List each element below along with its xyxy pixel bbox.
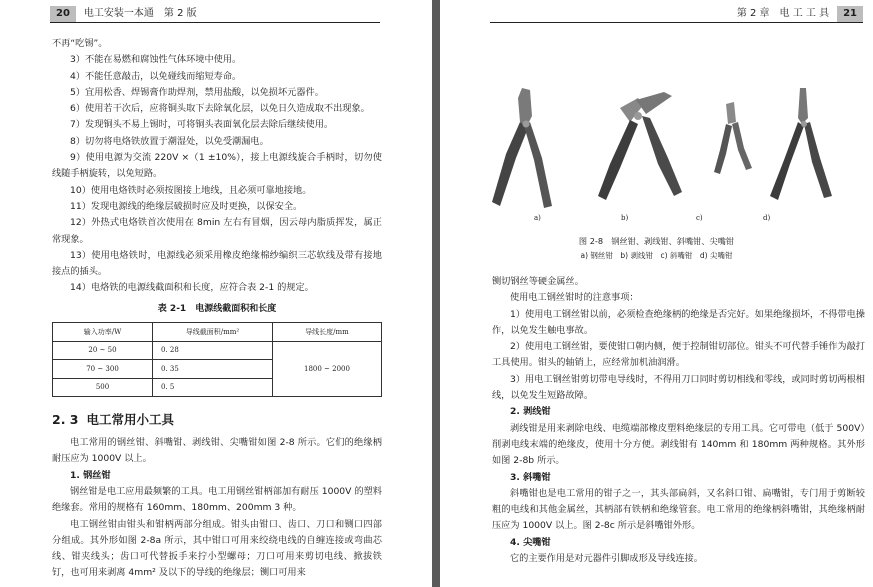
paragraph: 电工常用的钢丝钳、斜嘴钳、剥线钳、尖嘴钳如图 2-8 所示。它们的绝缘柄耐压应为 1000V 以上。 xyxy=(52,437,382,465)
pliers-figure xyxy=(460,88,850,228)
table-cell: 20 ~ 50 xyxy=(53,341,153,360)
table-cell: 0. 28 xyxy=(153,341,273,360)
subsection-title: 3. 斜嘴钳 xyxy=(510,471,551,483)
paragraph: 2）使用电工钢丝钳，要使钳口朝内侧，便于控制钳切部位。钳头不可代替手锤作为敲打工具使用。钳头的轴销上，应经常加机油润滑。 xyxy=(492,341,865,369)
paragraph: 10）使用电烙铁时必须按图接上地线，且必须可靠地接地。 xyxy=(70,184,312,196)
paragraph: 3）用电工钢丝钳剪切带电导线时，不得用刀口同时剪切相线和零线，或同时剪切两根相线，以免发生短路故障。 xyxy=(492,373,865,402)
paragraph: 5）宜用松香、焊锡膏作助焊剂，禁用盐酸，以免损坏元器件。 xyxy=(70,86,324,98)
table-header-power: 输入功率/W xyxy=(53,323,153,342)
table-cell: 0. 35 xyxy=(153,360,273,379)
paragraph: 12）外热式电烙铁首次使用在 8min 左右有冒烟，因云母内脂质挥发，属正常现象。 xyxy=(52,217,382,245)
right-header-title: 第 2 章 电 工 工 具 xyxy=(736,8,830,19)
paragraph: 剥线钳是用来剥除电线、电缆端部橡皮塑料绝缘层的专用工具。它可带电（低于 500V）削剥电线末端的绝缘皮，使用十分方便。剥线钳有 140mm 和 180mm 两种规格。其外形如图 2-8b 所示。 xyxy=(492,422,865,467)
paragraph: 8）切勿将电烙铁放置于潮湿处，以免受潮漏电。 xyxy=(70,135,269,147)
paragraph: 14）电烙铁的电源线截面积和长度，应符合表 2-1 的规定。 xyxy=(70,282,314,294)
combination-pliers-image xyxy=(492,88,552,208)
paragraph: 4）不能任意敲击，以免碰线而缩短寿命。 xyxy=(70,70,242,82)
right-page xyxy=(440,0,873,587)
wire-stripper-image xyxy=(598,92,682,200)
paragraph: 7）发现铜头不易上锡时，可将铜头表面氧化层去除后继续使用。 xyxy=(70,119,334,131)
paragraph: 6）使用若干次后，应将铜头取下去除氧化层，以免日久造成取不出现象。 xyxy=(70,103,370,115)
right-page-header xyxy=(737,6,863,22)
paragraph: 13）使用电烙铁时，电源线必须采用橡皮绝缘棉纱编织三芯软线及带有接地接点的插头。 xyxy=(52,249,382,278)
table-row xyxy=(53,341,382,360)
paragraph: 它的主要作用是对元器件引脚成形及导线连接。 xyxy=(510,553,703,565)
header-rule xyxy=(50,22,380,23)
paragraph: 电工钢丝钳由钳头和钳柄两部分组成。钳头由钳口、齿口、刀口和铡口四部分组成。其外形如图 2-8a 所示，其中钳口可用来绞绕电线的自缠连接或弯曲芯线、钳夹线头；齿口可代替扳手来拧小型螺母；刀口可用来剪切电线、掀拔铁钉，也可用来剥离 4mm² 及以下的导线的绝缘层；铡口可用来 xyxy=(52,518,382,579)
paragraph: 不再“吃锡”。 xyxy=(52,38,108,49)
power-cable-table xyxy=(52,322,382,397)
figure-subcaption: a) 钢丝钳 b) 剥线钳 c) 斜嘴钳 d) 尖嘴钳 xyxy=(580,251,733,260)
table-title: 表 2-1 电源线截面积和长度 xyxy=(157,303,277,314)
left-header-title: 电工安装一本通 第 2 版 xyxy=(83,8,197,19)
section-title: 电工常用小工具 xyxy=(86,412,175,428)
paragraph: 9）使用电源为交流 220V ×（1 ±10%），接上电源线旋合手柄时，切勿使线随手柄旋转，以免短路。 xyxy=(52,152,382,180)
paragraph: 使用电工钢丝钳时的注意事项： xyxy=(510,292,639,304)
header-rule xyxy=(490,22,863,23)
table-cell: 500 xyxy=(53,378,153,397)
figure-label-c: c) xyxy=(696,214,703,222)
paragraph: 3）不能在易燃和腐蚀性气体环境中使用。 xyxy=(70,54,242,66)
section-heading xyxy=(52,411,382,429)
paragraph: 1）使用电工钢丝钳以前，必须检查绝缘柄的绝缘是否完好。如果绝缘损坏，不得带电操作，以免发生触电事故。 xyxy=(492,308,865,336)
table-header-section: 导线截面积/mm² xyxy=(153,323,273,342)
table-cell-merged-length: 1800 ~ 2000 xyxy=(273,341,382,397)
left-page xyxy=(0,0,432,587)
figure-caption: 图 2-8 钢丝钳、剥线钳、斜嘴钳、尖嘴钳 xyxy=(578,236,735,246)
figure-label-b: b) xyxy=(621,214,629,222)
left-page-number: 20 xyxy=(50,6,76,22)
table-cell: 0. 5 xyxy=(153,378,273,397)
paragraph: 铡切钢丝等硬金属丝。 xyxy=(492,276,584,287)
subsection-title: 4. 尖嘴钳 xyxy=(510,536,551,548)
table-cell: 70 ~ 300 xyxy=(53,360,153,379)
paragraph: 11）发现电源线的绝缘层破损时应及时更换，以保安全。 xyxy=(70,200,303,212)
subsection-title: 2. 剥线钳 xyxy=(510,406,551,418)
figure-label-a: a) xyxy=(534,214,541,222)
left-page-body xyxy=(52,36,382,582)
section-number: 2. 3 xyxy=(52,412,79,428)
paragraph: 斜嘴钳也是电工常用的钳子之一，其头部扁斜，又名斜口钳、扁嘴钳，专门用于剪断较粗的电线和其他金属丝，其柄部有铁柄和绝缘管套。电工常用的绝缘柄斜嘴钳，其绝缘柄耐压应为 1000V 以上。图 2-8c 所示是斜嘴钳外形。 xyxy=(492,487,865,532)
table-header-row xyxy=(53,323,382,342)
paragraph: 钢丝钳是电工应用最频繁的工具。电工用钢丝钳柄部加有耐压 1000V 的塑料绝缘套。常用的规格有 160mm、180mm、200mm 3 种。 xyxy=(52,485,382,514)
table-header-length: 导线长度/mm xyxy=(273,323,382,342)
book-gutter xyxy=(432,0,440,587)
long-nose-pliers-image xyxy=(770,88,832,200)
right-page-body xyxy=(492,274,865,567)
diagonal-pliers-image xyxy=(714,102,752,174)
left-page-header xyxy=(50,6,197,22)
subsection-title: 1. 钢丝钳 xyxy=(70,469,111,481)
right-page-number: 21 xyxy=(837,6,863,22)
figure-label-d: d) xyxy=(763,214,771,222)
